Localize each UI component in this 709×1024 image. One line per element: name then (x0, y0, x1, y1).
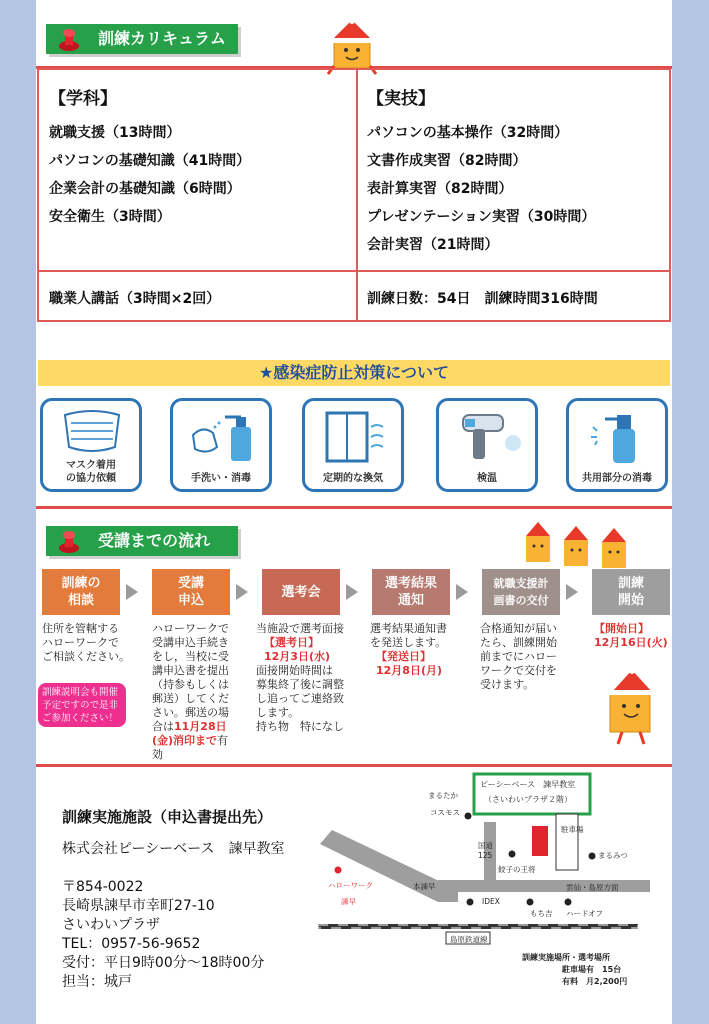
facility-postal: 〒854-0022 (62, 879, 144, 895)
map-label: ハローワーク (328, 881, 373, 890)
practical-item: 会計実習（21時間） (367, 237, 499, 253)
handwash-icon (187, 407, 259, 467)
desc-text: 面接開始時間は 募集終了後に調整 し追ってご連絡致 します。 持ち物 特になし (256, 664, 344, 733)
map-label: IDEX (482, 897, 500, 906)
practical-footer: 訓練日数：54日 訓練時間316時間 (367, 291, 598, 307)
step-desc (256, 622, 356, 734)
pin-icon (56, 528, 82, 554)
curriculum-header-text: 訓練カリキュラム (98, 29, 226, 48)
arrow-icon (346, 584, 358, 600)
divider (36, 506, 672, 509)
parking-fee: 有料 月2,200円 (562, 977, 628, 986)
mascot-group-icon (518, 522, 634, 568)
infection-title: ★感染症防止対策について (38, 360, 670, 386)
window-icon (319, 407, 391, 467)
academic-item: 安全衛生（3時間） (49, 209, 171, 225)
map-label: 諫早 (341, 897, 356, 906)
facility-title: 訓練実施施設（申込書提出先） (62, 808, 273, 826)
curriculum-table (37, 68, 671, 322)
arrow-icon (126, 584, 138, 600)
step-desc: 合格通知が届い たら、訓練開始 前までにハロー ワークで交付を 受けます。 (480, 622, 557, 691)
academic-item: パソコンの基礎知識（41時間） (49, 153, 251, 169)
card-mask (40, 398, 142, 492)
step-selection: 選考会 (262, 569, 340, 615)
map-label: まるたか (428, 791, 458, 800)
map-label: 島原鉄道線 (450, 935, 488, 944)
step-desc (152, 622, 242, 762)
card-label: 定期的な換気 (323, 473, 383, 484)
thermometer-icon (453, 407, 525, 467)
card-label: 検温 (477, 473, 497, 484)
practical-item: 文書作成実習（82時間） (367, 153, 527, 169)
pin-icon (56, 26, 82, 52)
academic-item: 企業会計の基礎知識（6時間） (49, 181, 241, 197)
map-label: 国道 125 (478, 841, 493, 860)
parking-info: 駐車場有 15台 (562, 965, 622, 974)
card-handwash (170, 398, 272, 492)
step-apply: 受講 申込 (152, 569, 230, 615)
selection-date: 【選考日】 12月3日(水) (264, 636, 331, 663)
card-label: 共用部分の消毒 (582, 473, 652, 484)
curriculum-header (46, 24, 238, 54)
academic-footer: 職業人講話（3時間×2回） (49, 291, 221, 307)
facility-tel: TEL：0957-56-9652 (62, 936, 201, 952)
mascot-icon (598, 668, 662, 748)
academic-title: 【学科】 (49, 89, 117, 109)
info-session-note: 訓練説明会も開催 予定ですので是非 ご参加ください！ (38, 683, 126, 727)
map-label: もち吉 (530, 909, 553, 918)
spray-icon (583, 407, 655, 467)
parking-title: 訓練実施場所・選考場所 (522, 953, 610, 962)
map-label: 餃子の王将 (498, 865, 536, 874)
map-label: ハードオフ (566, 909, 604, 918)
academic-column (49, 84, 250, 231)
card-label: 手洗い・消毒 (191, 473, 251, 484)
practical-item: 表計算実習（82時間） (367, 181, 513, 197)
step-consult: 訓練の 相談 (42, 569, 120, 615)
practical-item: プレゼンテーション実習（30時間） (367, 209, 596, 225)
step-desc (370, 622, 466, 678)
flow-header-text: 受講までの流れ (98, 531, 211, 550)
facility-address: 長崎県諫早市幸町27-10 (62, 898, 215, 914)
card-label: マスク着用 の協力依頼 (66, 460, 116, 484)
practical-title: 【実技】 (367, 89, 435, 109)
step-plan: 就職支援計 画書の交付 (482, 569, 560, 615)
desc-text: 当施設で選考面接 (256, 622, 344, 635)
map-label: 本諫早 (413, 882, 436, 891)
academic-item: 就職支援（13時間） (49, 125, 181, 141)
facility-contact: 担当：城戸 (62, 974, 132, 990)
notify-date: 【発送日】 12月8日(月) (376, 650, 443, 677)
facility-hours: 受付：平日9時00分～18時00分 (62, 955, 265, 971)
arrow-icon (566, 584, 578, 600)
step-start: 訓練 開始 (592, 569, 670, 615)
map-label: 駐車場 (561, 825, 584, 834)
desc-text: ハローワークで 受講申込手続き をし，当校に受 講申込書を提出 （持参もしくは 郵送）してくだ さい。郵送の場 合は (152, 622, 229, 733)
card-thermometer (436, 398, 538, 492)
desc-text: 選考結果通知書 を発送します。 (370, 622, 447, 649)
desc-text: 有 効 (152, 734, 229, 761)
start-date: 【開始日】 12月16日(火) (594, 622, 668, 649)
facility-name: 株式会社ピーシーベース 諫早教室 (62, 841, 285, 857)
step-desc: 住所を管轄する ハローワークで ご相談ください。 (42, 622, 130, 663)
step-result: 選考結果 通知 (372, 569, 450, 615)
map-callout: ピーシーベース 諫早教室 (480, 780, 576, 789)
arrow-icon (236, 584, 248, 600)
map-callout: （さいわいプラザ２階） (484, 795, 572, 804)
flow-header (46, 526, 238, 556)
practical-column (367, 84, 595, 259)
deadline-text: 11月28日 (金)消印まで (152, 720, 227, 747)
practical-item: パソコンの基本操作（32時間） (367, 125, 569, 141)
map-label: 雲仙・島原方面 (566, 883, 619, 892)
map-label: まるみつ (598, 851, 628, 860)
facility-building: さいわいプラザ (62, 917, 160, 933)
arrow-icon (456, 584, 468, 600)
mask-icon (57, 407, 127, 455)
map-label: コスモス (430, 808, 460, 817)
divider (36, 764, 672, 767)
card-spray (566, 398, 668, 492)
card-window (302, 398, 404, 492)
